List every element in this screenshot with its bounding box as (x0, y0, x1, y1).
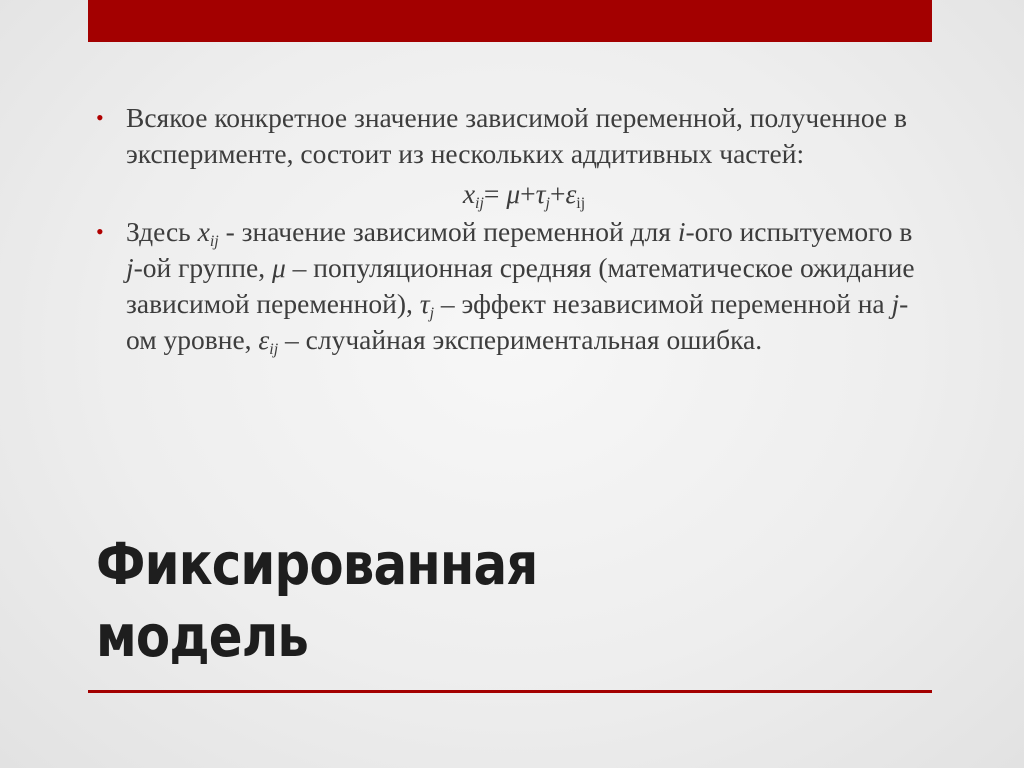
slide-body (92, 100, 922, 358)
formula-x-sub: ij (475, 195, 484, 212)
formula-eq: = (483, 178, 507, 209)
bullet-item-1 (92, 100, 922, 172)
var-tau-sub: j (429, 305, 435, 322)
bullet-2-text (126, 216, 915, 358)
bottom-accent-line (88, 690, 932, 693)
slide-title (96, 528, 810, 672)
formula-tau: τ (535, 178, 546, 209)
bullet-2-part: – популяционная средняя (математическое ожидание зависимой переменной), (126, 252, 915, 319)
bullet-2-part: Здесь (126, 216, 198, 247)
formula (92, 176, 922, 212)
title-line-2: модель (96, 602, 309, 670)
bullet-2-part: -ого испытуемого в (685, 216, 913, 247)
var-x-sub: ij (209, 233, 219, 250)
var-x: x (197, 216, 210, 247)
formula-plus-2: + (549, 178, 566, 209)
formula-eps-sub: ij (576, 195, 586, 212)
var-tau: τ (419, 288, 430, 319)
var-j: j (891, 288, 900, 319)
bullet-2-part: – случайная экспериментальная ошибка. (278, 324, 763, 355)
bullet-2-part: – эффект независимой переменной на (434, 288, 892, 319)
bullet-item-2 (92, 214, 922, 358)
var-eps-sub: ij (269, 341, 279, 358)
title-line-1: Фиксированная (96, 530, 538, 598)
var-j: j (126, 252, 134, 283)
bullet-2-part: -ой группе, (133, 252, 272, 283)
formula-mu: μ (506, 178, 521, 209)
formula-tau-sub: j (545, 195, 550, 212)
formula-eps: ε (565, 178, 577, 209)
bullet-marker: • (96, 219, 104, 244)
bullet-2-part: - значение зависимой переменной для (218, 216, 678, 247)
var-i: i (677, 216, 686, 247)
bullet-1-text: Всякое конкретное значение зависимой переменной, полученное в эксперименте, состоит из нескольких аддитивных частей: (126, 102, 907, 169)
formula-plus-1: + (520, 178, 536, 209)
formula-x: x (462, 178, 476, 209)
top-accent-bar (88, 0, 932, 42)
bullet-marker: • (96, 105, 104, 130)
var-eps: ε (258, 324, 270, 355)
bullet-2-part: -ом уровне, (126, 288, 909, 355)
var-mu: μ (271, 252, 286, 283)
